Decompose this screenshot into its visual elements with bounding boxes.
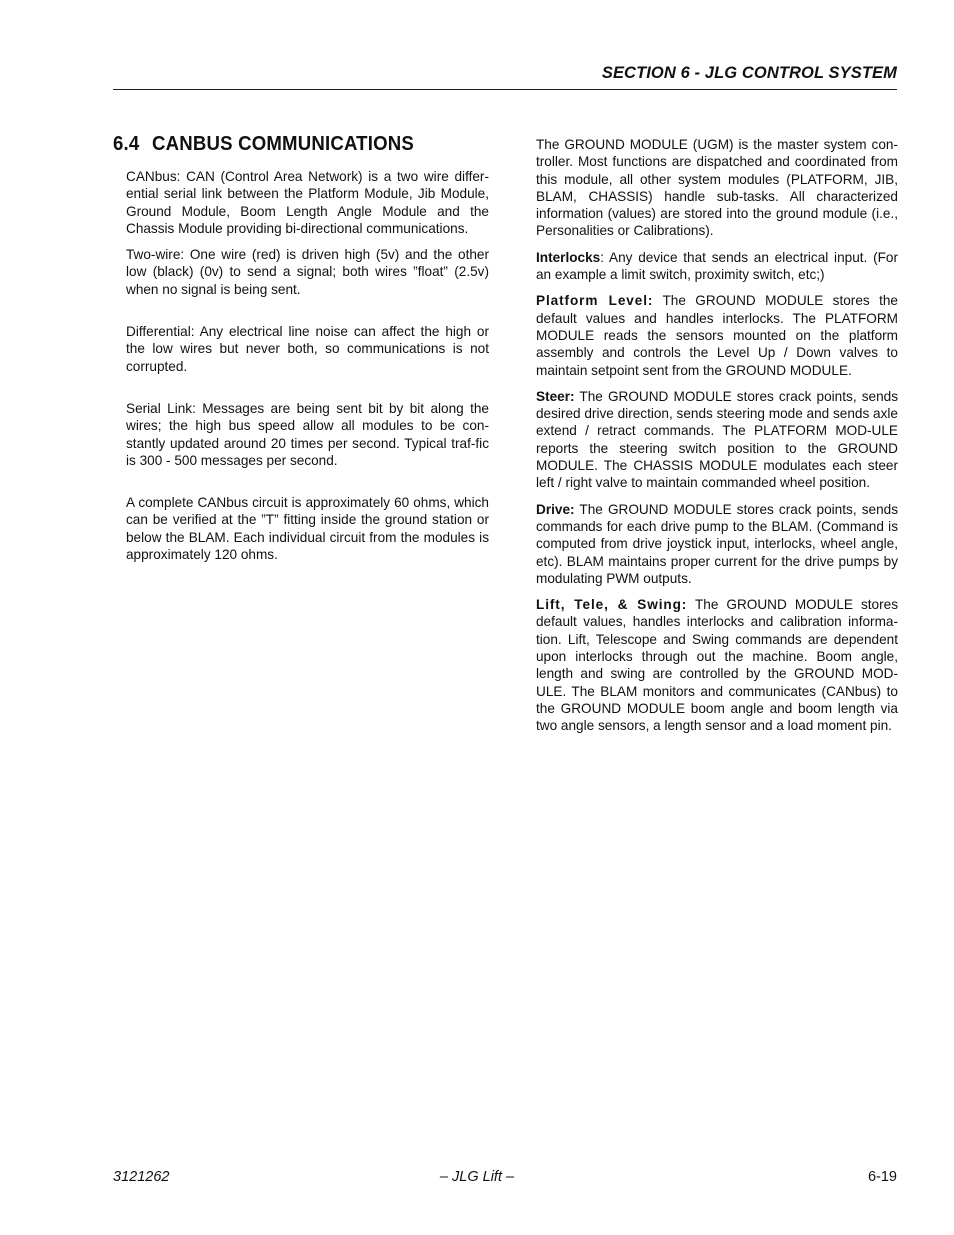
paragraph-drive [536,501,898,587]
paragraph-canbus: CANbus: CAN (Control Area Network) is a two wire differ-ential serial link between the Platform Module, Jib Module, Ground Module, Boom Length Angle Module and the Chassis Module providing bi-directional communications. [126,169,489,236]
text-lift-tele-swing: The GROUND MODULE stores default values, handles interlocks and calibration informa-tion. Lift, Telescope and Swing commands are dependent upon interlocks through out the machine. Boom angle, length and swing are controlled by the GROUND MOD-ULE. The BLAM monitors and communicates (CANbus) to the GROUND MODULE boom angle and boom length via two angle sensors, a length sensor and a load moment pin. [536,597,898,734]
left-column [126,168,489,572]
paragraph-ground-module: The GROUND MODULE (UGM) is the master system con-troller. Most functions are dispatched and coordinated from this module, all other system modules (PLATFORM, JIB, BLAM, CHASSIS) handle sub-tasks. All characterized information (values) are stored into the ground module (i.e., Personalities or Calibrations). [536,137,898,239]
section-header-title: SECTION 6 - JLG CONTROL SYSTEM [601,64,897,82]
paragraph-differential: Differential: Any electrical line noise can affect the high or the low wires but never both, so communications is not corrupted. [126,324,489,374]
term-platform-level: Platform Level: [536,293,654,309]
footer-doc-number: 3121262 [113,1169,170,1185]
right-column [536,136,898,744]
term-interlocks: Interlocks [536,249,601,265]
term-steer: Steer: [536,388,575,404]
term-drive: Drive: [536,501,575,517]
text-interlocks: : Any device that sends an electrical input. (For an example a limit switch, proximity switch, etc;) [536,249,898,283]
paragraph-platform-level [536,292,898,378]
footer-publisher: – JLG Lift – [439,1169,515,1185]
footer-page-number: 6-19 [867,1169,897,1185]
paragraph-circuit-resistance: A complete CANbus circuit is approximately 60 ohms, which can be verified at the ”T” fitting inside the ground station or below the BLAM. Each individual circuit from the modules is approximately 120 ohms. [126,495,489,563]
text-platform-level: The GROUND MODULE stores the default values and handles interlocks. The PLATFORM MODULE reads the sensors mounted on the platform assembly and controls the Level Up / Down valves to maintain setpoint sent from the GROUND MODULE. [536,293,898,378]
section-title: CANBUS COMMUNICATIONS [152,133,414,155]
section-heading [113,133,414,156]
header-divider [113,89,897,90]
text-drive: The GROUND MODULE stores crack points, sends commands for each drive pump to the BLAM. (Command is computed from drive joystick input, interlocks, wheel angle, etc). BLAM maintains proper current for the drive pumps by modulating PWM outputs. [536,501,898,586]
paragraph-steer [536,388,898,492]
paragraph-two-wire: Two-wire: One wire (red) is driven high (5v) and the other low (black) (0v) to send a signal; both wires ”float” (2.5v) when no signal is being sent. [126,247,489,297]
section-number: 6.4 [113,133,140,155]
term-lift-tele-swing: Lift, Tele, & Swing: [536,597,688,613]
paragraph-serial-link: Serial Link: Messages are being sent bit by bit along the wires; the high bus speed allow all modules to be con-stantly updated around 20 times per second. Typical traf-fic is 300 - 500 messages per second. [126,400,489,468]
text-steer: The GROUND MODULE stores crack points, sends desired drive direction, sends steering mode and sends axle extend / retract commands. The PLATFORM MOD-ULE reports the steering switch position to the GROUND MODULE. The CHASSIS MODULE modulates each steer left / right valve to maintain commanded wheel position. [536,388,898,491]
paragraph-interlocks [536,249,898,284]
paragraph-lift-tele-swing [536,596,898,734]
